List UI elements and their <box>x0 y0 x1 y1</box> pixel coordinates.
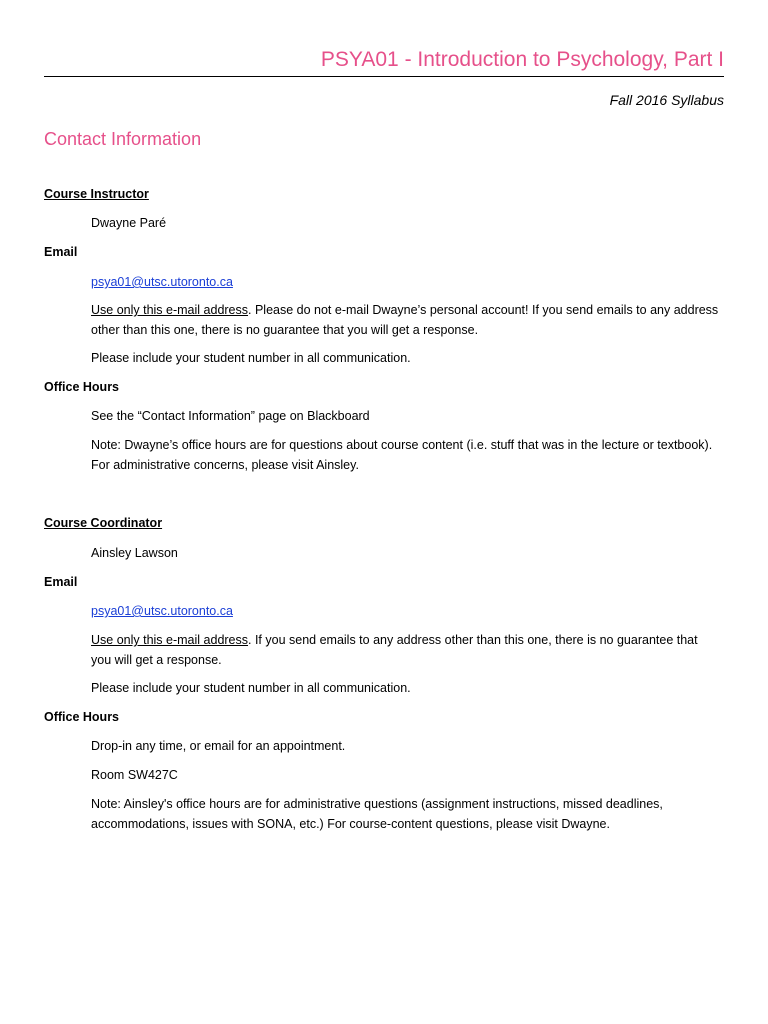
instructor-email-label: Email <box>44 245 78 259</box>
instructor-name: Dwayne Paré <box>91 216 167 230</box>
instructor-office-hours-text: See the “Contact Information” page on Blackboard <box>91 409 370 423</box>
coordinator-office-hours-label: Office Hours <box>44 710 120 724</box>
section-heading-contact: Contact Information <box>44 129 202 149</box>
syllabus-term: Fall 2016 Syllabus <box>609 92 724 108</box>
coordinator-email-label: Email <box>44 575 78 589</box>
instructor-office-hours-note: Note: Dwayne’s office hours are for questions about course content (i.e. stuff that was in the lecture or textbook). For administrative concerns, please visit Ainsley. <box>91 438 713 472</box>
instructor-student-number-note: Please include your student number in all communication. <box>91 351 411 365</box>
coordinator-student-number-note: Please include your student number in all communication. <box>91 681 411 695</box>
coordinator-office-hours-text: Drop-in any time, or email for an appointment. <box>91 739 346 753</box>
course-title: PSYA01 - Introduction to Psychology, Part I <box>320 48 724 71</box>
coordinator-name: Ainsley Lawson <box>91 546 178 560</box>
instructor-email-note <box>91 300 721 340</box>
coordinator-office-hours-note: Note: Ainsley's office hours are for administrative questions (assignment instructions, missed deadlines, accommodations, issues with SONA, etc.) For course-content questions, please visit Dwayne. <box>91 797 663 831</box>
coordinator-email-note <box>91 630 721 670</box>
header-divider <box>44 76 724 77</box>
instructor-office-hours-label: Office Hours <box>44 380 120 394</box>
email-only-emphasis: Use only this e-mail address <box>91 303 249 317</box>
instructor-heading: Course Instructor <box>44 187 149 201</box>
email-only-emphasis: Use only this e-mail address <box>91 633 249 647</box>
coordinator-email-link[interactable]: psya01@utsc.utoronto.ca <box>91 604 233 618</box>
instructor-email-note-text: . Please do not e-mail Dwayne’s personal account! If you send emails to any address other than this one, there is no guarantee that you will get a response. <box>91 303 719 337</box>
coordinator-heading: Course Coordinator <box>44 516 163 530</box>
coordinator-room: Room SW427C <box>91 768 178 782</box>
coordinator-email-note-text: . If you send emails to any address other than this one, there is no guarantee that you will get a response. <box>91 633 698 667</box>
instructor-email-link[interactable]: psya01@utsc.utoronto.ca <box>91 275 233 289</box>
